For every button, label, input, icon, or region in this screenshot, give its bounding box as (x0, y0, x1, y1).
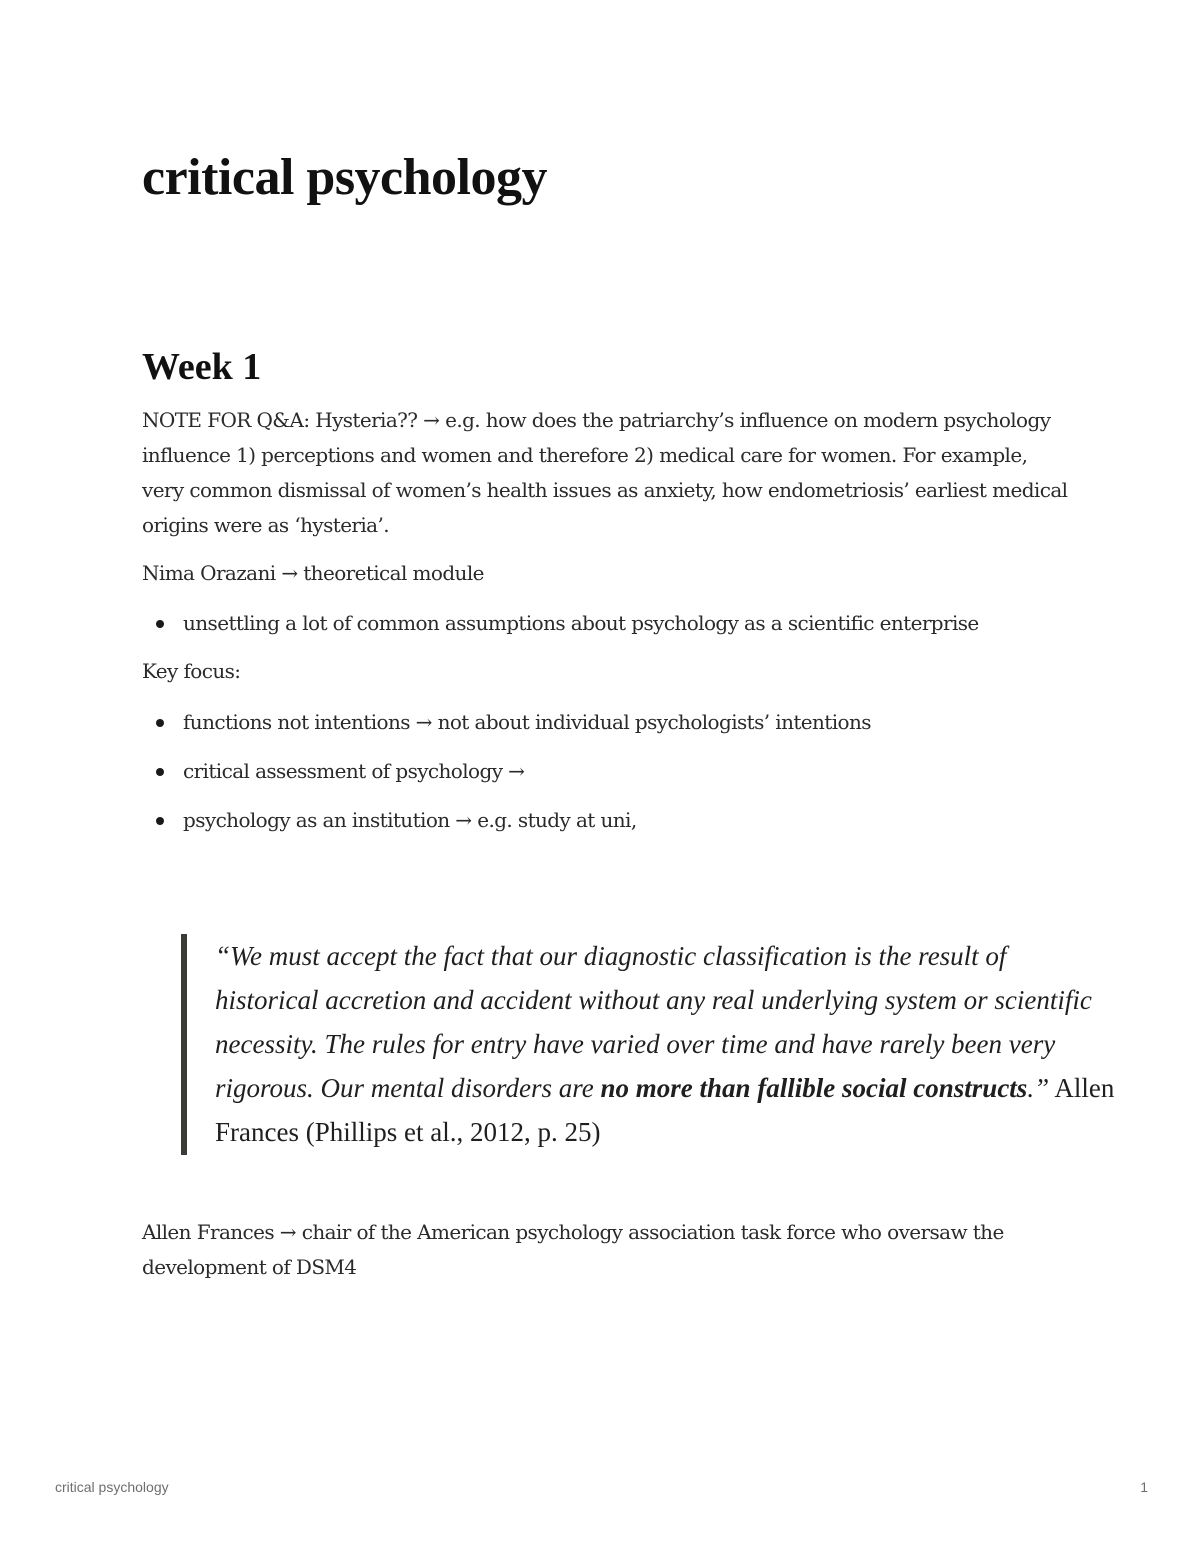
quote-text (215, 934, 1115, 1154)
page-title: critical psychology (142, 149, 548, 206)
allen-frances-paragraph: Allen Frances → chair of the American psychology association task force who oversaw the development of DSM4 (142, 1220, 1004, 1279)
key-focus-label: Key focus: (142, 659, 241, 683)
bullet-dot-icon (156, 719, 164, 727)
quote-close: .” (1027, 1073, 1050, 1103)
intro-bullet-list (142, 606, 979, 641)
list-item (142, 803, 871, 852)
list-item-text: unsettling a lot of common assumptions about psychology as a scientific enterprise (183, 611, 979, 635)
quote-block (181, 934, 1121, 1155)
note-paragraph: NOTE FOR Q&A: Hysteria?? → e.g. how does the patriarchy’s influence on modern psychology influence 1) perceptions and women and therefore 2) medical care for women. For example, very common dismissal of women’s health issues as anxiety, how endometriosis’ earliest medical origins were as ‘hysteria’. (142, 408, 1068, 537)
bullet-dot-icon (156, 768, 164, 776)
footer-document-title: critical psychology (55, 1479, 169, 1495)
list-item-text: critical assessment of psychology → (183, 759, 525, 783)
section-heading-week-1: Week 1 (142, 346, 262, 388)
list-item (142, 754, 871, 803)
list-item (142, 705, 871, 754)
bullet-dot-icon (156, 817, 164, 825)
list-item-text: psychology as an institution → e.g. study at uni, (183, 808, 637, 832)
list-item-text: functions not intentions → not about individual psychologists’ intentions (183, 710, 871, 734)
bullet-dot-icon (156, 620, 164, 628)
key-focus-list (142, 705, 871, 852)
footer-page-number: 1 (1140, 1479, 1148, 1495)
quote-italic-text: “We must accept the fact that our diagnostic classification is the result of historical accretion and accident without any real underlying system or scientific necessity. The rules for entry have varied over time and have rarely been very rigorous. Our mental disorders are (215, 941, 1092, 1103)
nima-paragraph: Nima Orazani → theoretical module (142, 561, 484, 585)
quote-attribution: Allen Frances (Phillips et al., 2012, p. 25) (215, 1073, 1115, 1147)
list-item (142, 606, 979, 641)
quote-bold-text: no more than fallible social constructs (600, 1073, 1028, 1103)
